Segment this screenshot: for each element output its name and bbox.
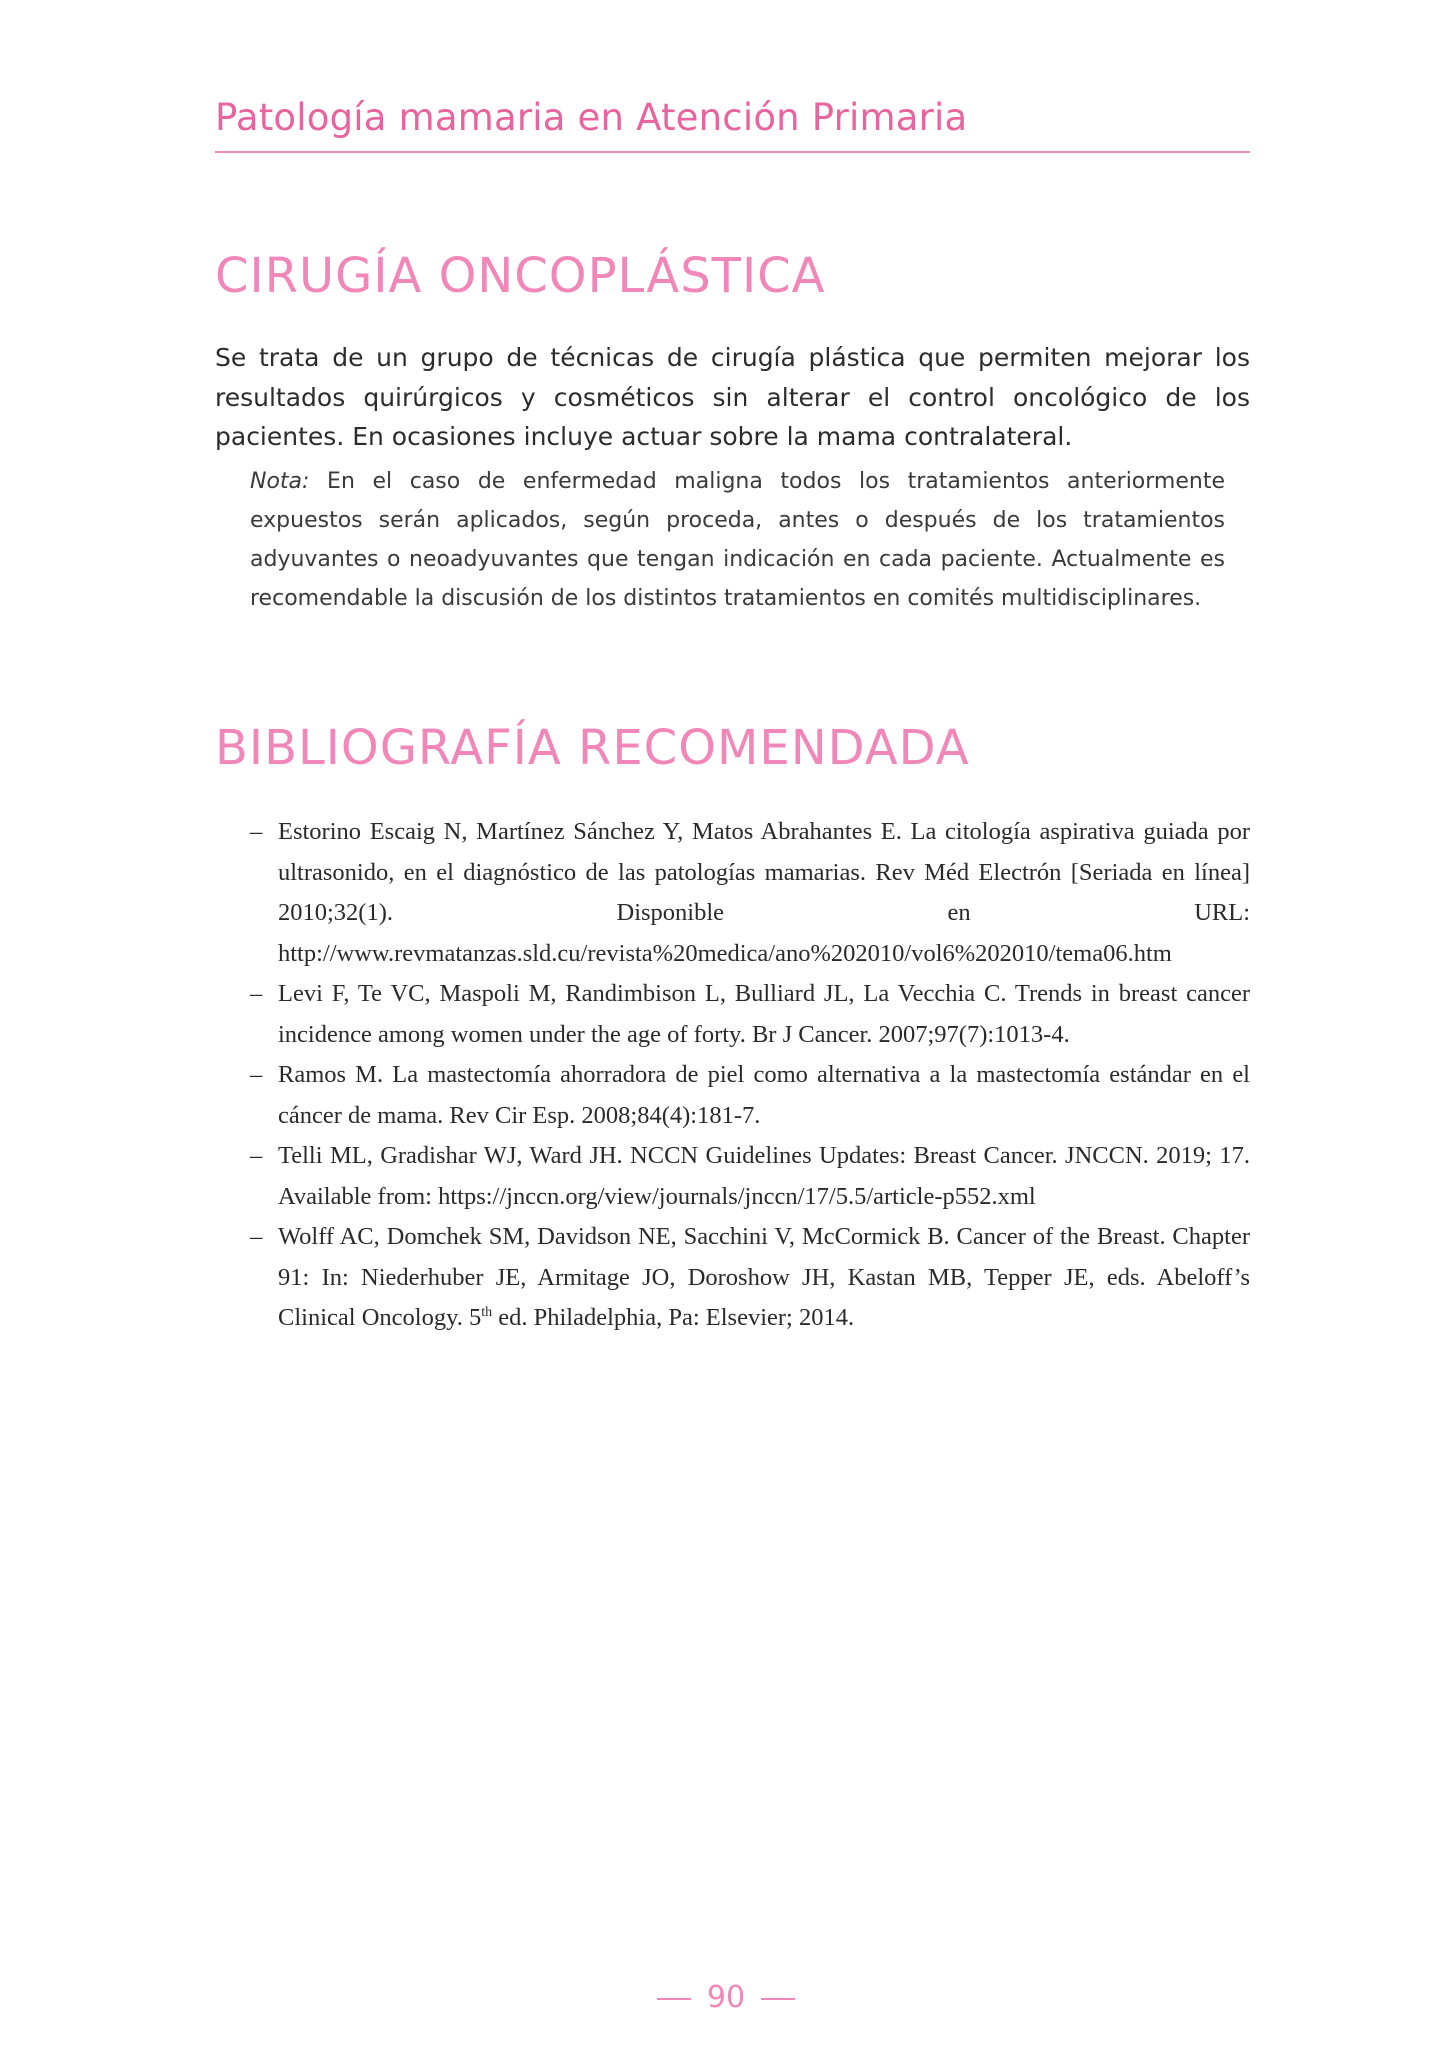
- bibliography-text: Levi F, Te VC, Maspoli M, Randimbison L, Bulliard JL, La Vecchia C. Trends in breast cancer incidence among women under the age of forty. Br J Cancer. 2007;97(7):1013-4.: [278, 980, 1250, 1048]
- bibliography-item: [250, 812, 1250, 974]
- superscript-ordinal: th: [481, 1304, 493, 1320]
- list-dash: –: [250, 1061, 263, 1088]
- cirugia-note: [250, 462, 1225, 618]
- note-label: Nota:: [250, 469, 310, 494]
- bibliography-text-part: Wolff AC, Domchek SM, Davidson NE, Sacchini V, McCormick B. Cancer of the Breast. Chapter 91: In: Niederhuber JE, Armitage JO, Doroshow JH, Kastan MB, Tepper JE, eds. Abeloff’s Clinical Oncology. 5: [278, 1223, 1250, 1331]
- section-heading-cirugia: CIRUGÍA ONCOPLÁSTICA: [215, 248, 826, 304]
- footer-dash-right: [761, 1998, 795, 2000]
- list-dash: –: [250, 818, 263, 845]
- bibliography-text: Ramos M. La mastectomía ahorradora de piel como alternativa a la mastectomía estándar en el cáncer de mama. Rev Cir Esp. 2008;84(4):181-7.: [278, 1061, 1250, 1129]
- list-dash: –: [250, 980, 263, 1007]
- list-dash: –: [250, 1142, 263, 1169]
- cirugia-paragraph: Se trata de un grupo de técnicas de cirugía plástica que permiten mejorar los resultados quirúrgicos y cosméticos sin alterar el control oncológico de los pacientes. En ocasiones incluye actuar sobre la mama contralateral.: [215, 343, 1250, 451]
- bibliography-item: [250, 1136, 1250, 1217]
- bibliography-text-part: ed. Philadelphia, Pa: Elsevier; 2014.: [492, 1304, 855, 1331]
- header-divider: [215, 151, 1250, 153]
- bibliography-item: [250, 1055, 1250, 1136]
- bibliography-text: Estorino Escaig N, Martínez Sánchez Y, Matos Abrahantes E. La citología aspirativa guiada por ultrasonido, en el diagnóstico de las patologías mamarias. Rev Méd Electrón [Seriada en línea] 2010;32(1). Disponible en URL: http://www.revmatanzas.sld.cu/revista%20medica/ano%202010/vol6%202010/tema06.htm: [278, 818, 1250, 967]
- page-footer: [0, 1980, 1452, 2015]
- bibliography-item: [250, 974, 1250, 1055]
- note-text: En el caso de enfermedad maligna todos los tratamientos anteriormente expuestos serán aplicados, según proceda, antes o después de los tratamientos adyuvantes o neoadyuvantes que tengan indicación en cada paciente. Actualmente es recomendable la discusión de los distintos tratamientos en comités multidisciplinares.: [250, 469, 1225, 611]
- bibliography-item: [250, 1217, 1250, 1339]
- running-header-title: Patología mamaria en Atención Primaria: [215, 96, 968, 139]
- list-dash: –: [250, 1223, 263, 1250]
- section-heading-bibliografia: BIBLIOGRAFÍA RECOMENDADA: [215, 720, 970, 776]
- footer-dash-left: [657, 1998, 691, 2000]
- page-number: 90: [706, 1980, 746, 2015]
- bibliography-text: Telli ML, Gradishar WJ, Ward JH. NCCN Guidelines Updates: Breast Cancer. JNCCN. 2019; 17. Available from: https://jnccn.org/view/journals/jnccn/17/5.5/article-p552.xml: [278, 1142, 1250, 1210]
- bibliography-list: [250, 812, 1250, 1339]
